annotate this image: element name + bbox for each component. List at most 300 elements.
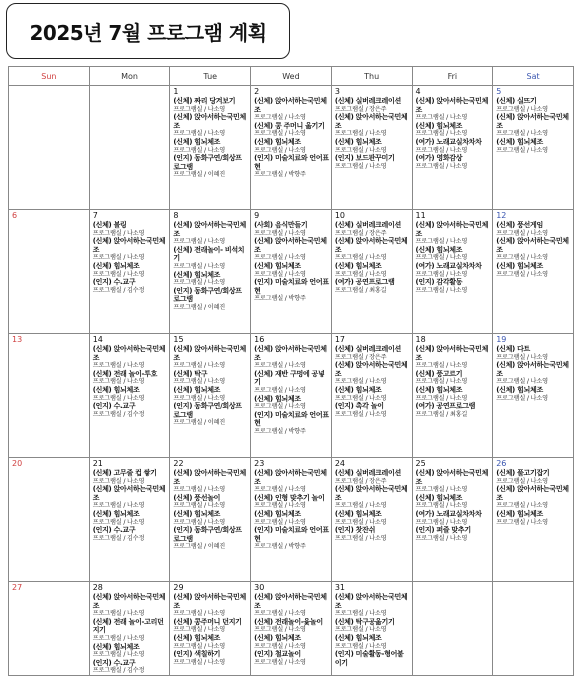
program-entry <box>254 370 329 395</box>
program-entry <box>173 494 248 510</box>
calendar-day-cell <box>251 582 332 676</box>
program-location-staff: 프로그램실 / 나소영 <box>254 403 306 411</box>
program-location-staff: 프로그램실 / 나소영 <box>92 518 145 526</box>
program-entry <box>173 402 248 427</box>
program-title: (인지) 미술활동-형어붙이기 <box>334 650 404 667</box>
program-entry <box>416 526 491 542</box>
calendar-day-cell <box>493 210 574 334</box>
program-location-staff: 프로그램실 / 나소영 <box>92 254 145 262</box>
program-title: (신체) 앉아서하는국민체조 <box>254 345 327 362</box>
program-entry <box>254 395 329 411</box>
program-location-staff: 프로그램실 / 나소영 <box>496 502 548 510</box>
program-entry <box>173 246 248 271</box>
program-location-staff: 프로그램실 / 나소영 <box>173 394 226 402</box>
program-location-staff: 프로그램실 / 김수정 <box>92 410 145 418</box>
program-title: (인지) 찻잔쉬 <box>334 526 376 535</box>
program-entry <box>335 402 410 418</box>
program-location-staff: 프로그램실 / 나소영 <box>92 270 145 278</box>
program-title: (신체) 앉아서하는국민체조 <box>254 97 327 114</box>
day-number: 17 <box>334 335 345 344</box>
program-entry <box>173 593 248 618</box>
program-location-staff: 프로그램실 / 나소영 <box>415 502 468 510</box>
program-location-staff: 프로그램실 / 나소영 <box>173 362 226 369</box>
calendar-day-cell <box>9 86 90 210</box>
calendar-day-cell <box>9 334 90 458</box>
day-number: 12 <box>496 211 507 220</box>
program-entry <box>173 370 248 386</box>
program-title: (신체) 힘뇌체조 <box>92 642 140 651</box>
calendar-week-row <box>9 210 574 334</box>
calendar-day-cell <box>331 210 412 334</box>
program-location-staff: 프로그램실 / 장은주 <box>334 105 387 113</box>
program-entry <box>416 510 491 526</box>
program-entry <box>93 643 168 659</box>
program-title: (신체) 힘뇌체조 <box>92 510 140 519</box>
day-number <box>93 87 168 97</box>
program-location-staff: 프로그램실 / 나소영 <box>254 114 306 121</box>
program-location-staff: 프로그램실 / 나소영 <box>173 486 226 493</box>
program-title: (인지) 감각활동 <box>415 278 463 287</box>
program-title: (신체) 탁구공옮기기 <box>334 617 395 626</box>
program-title: (신체) 앉아서하는국민체조 <box>334 361 408 378</box>
program-entry <box>254 97 329 122</box>
program-location-staff: 프로그램실 / 나소영 <box>415 162 468 170</box>
program-location-staff: 프로그램실 / 나소영 <box>254 362 306 369</box>
program-location-staff: 프로그램실 / 나소영 <box>334 146 387 154</box>
program-entry <box>93 402 168 418</box>
program-location-staff: 프로그램실 / 나소영 <box>254 642 306 650</box>
program-location-staff: 프로그램실 / 최홍길 <box>334 286 387 294</box>
program-title: (신체) 전래놀이- 비석치기 <box>173 245 245 263</box>
program-title: (신체) 힘뇌체조 <box>334 510 382 519</box>
program-location-staff: 프로그램실 / 나소영 <box>173 146 226 154</box>
program-entry <box>173 386 248 402</box>
program-location-staff: 프로그램실 / 나소영 <box>496 130 548 138</box>
program-entry <box>416 262 491 278</box>
day-number: 13 <box>12 335 23 344</box>
program-title: (신체) 힘뇌체조 <box>92 386 140 395</box>
program-title: (신체) 풍선게임 <box>496 221 543 229</box>
calendar-day-cell <box>170 86 251 210</box>
program-entry <box>173 221 248 246</box>
program-entry <box>335 485 410 510</box>
day-number: 11 <box>415 211 426 220</box>
program-location-staff: 프로그램실 / 나소영 <box>334 502 387 510</box>
program-location-staff: 프로그램실 / 나소영 <box>334 254 387 262</box>
day-number: 31 <box>334 583 345 592</box>
program-location-staff: 프로그램실 / 나소영 <box>334 130 387 138</box>
program-location-staff: 프로그램실 / 나소영 <box>254 270 306 278</box>
day-number: 6 <box>12 211 18 220</box>
program-title: (신체) 힘뇌체조 <box>92 262 140 271</box>
program-entry <box>93 262 168 278</box>
program-title: (신체) 풍고르기 <box>415 369 463 378</box>
program-entry <box>254 411 329 436</box>
program-title: (신체) 앉아서하는국민체조 <box>254 237 327 254</box>
calendar-day-cell <box>493 458 574 582</box>
program-title: (사회) 음식만들기 <box>254 221 308 229</box>
program-location-staff: 프로그램실 / 나소영 <box>173 518 226 526</box>
program-entry <box>93 618 168 643</box>
program-location-staff: 프로그램실 / 나소영 <box>496 105 548 113</box>
program-entry <box>254 526 329 551</box>
program-title: (신체) 전래놀이-윷놀이 <box>254 617 323 626</box>
program-title: (신체) 고무줄 컵 쌓기 <box>92 469 157 477</box>
program-location-staff: 프로그램실 / 나소영 <box>254 518 306 526</box>
program-title: (신체) 힘뇌체조 <box>496 262 543 271</box>
program-title: (신체) 앉아서하는국민체조 <box>334 485 408 502</box>
program-title: (신체) 힘뇌체조 <box>173 634 221 643</box>
day-number: 27 <box>12 583 23 592</box>
day-number: 30 <box>254 583 265 592</box>
program-title: (신체) 힘뇌체조 <box>254 394 301 403</box>
program-location-staff: 프로그램실 / 이혜진 <box>173 171 226 179</box>
program-entry <box>416 469 491 494</box>
program-entry <box>93 485 168 510</box>
program-title: (인지) 색칠하기 <box>173 650 221 659</box>
program-entry <box>173 154 248 179</box>
day-number: 19 <box>496 335 507 344</box>
program-title: (신체) 앉아서하는국민체조 <box>254 469 327 486</box>
program-entry <box>254 494 329 510</box>
calendar-week-row <box>9 458 574 582</box>
program-title: (신체) 앉아서하는국민체조 <box>92 345 166 362</box>
program-location-staff: 프로그램실 / 나소영 <box>334 270 387 278</box>
program-entry <box>254 345 329 370</box>
program-location-staff: 프로그램실 / 나소영 <box>415 270 468 278</box>
program-entry <box>416 386 491 402</box>
program-title: (신체) 앉아서하는국민체조 <box>92 485 166 502</box>
program-title: (여가) 노래교실차차차 <box>415 138 482 147</box>
program-entry <box>254 634 329 650</box>
program-location-staff: 프로그램실 / 나소영 <box>254 229 306 237</box>
calendar-day-cell <box>412 86 493 210</box>
program-location-staff: 프로그램실 / 나소영 <box>173 262 226 270</box>
program-entry <box>173 469 248 494</box>
program-location-staff: 프로그램실 / 나소영 <box>92 477 145 485</box>
title-box <box>6 3 290 59</box>
program-location-staff: 프로그램실 / 이혜진 <box>173 543 226 551</box>
program-location-staff: 프로그램실 / 나소영 <box>254 610 306 617</box>
program-title: (인지) 보드판꾸미기 <box>334 154 395 163</box>
program-title: (신체) 앉아서하는국민체조 <box>415 221 489 238</box>
program-entry <box>416 97 491 122</box>
weekday-header-sun: Sun <box>9 67 90 86</box>
program-title: (신체) 힘뇌체조 <box>254 262 301 271</box>
program-entry <box>93 345 168 370</box>
day-number: 25 <box>415 459 426 468</box>
program-entry <box>335 469 410 485</box>
day-number: 15 <box>173 335 184 344</box>
program-location-staff: 프로그램실 / 나소영 <box>496 254 548 262</box>
day-number <box>496 583 571 593</box>
program-title: (인지) 미술치료와 언어표현 <box>254 526 329 543</box>
program-entry <box>416 221 491 246</box>
program-title: (신체) 앉아서하는국민체조 <box>415 469 489 486</box>
program-location-staff: 프로그램실 / 나소영 <box>173 130 226 138</box>
program-entry <box>496 485 571 510</box>
program-title: (신체) 힘뇌체조 <box>496 386 543 395</box>
program-location-staff: 프로그램실 / 나소영 <box>254 146 306 154</box>
program-title: (신체) 재반 구멍에 공넣기 <box>254 369 325 387</box>
day-number: 23 <box>254 459 265 468</box>
program-title: (신체) 콩주머니 던지기 <box>173 617 242 626</box>
program-title: (신체) 실버레크레이션 <box>334 469 401 477</box>
day-number: 7 <box>92 211 98 220</box>
program-entry <box>254 262 329 278</box>
program-title: (신체) 앉아서하는국민체조 <box>496 237 569 254</box>
program-entry <box>173 138 248 154</box>
program-entry <box>254 154 329 179</box>
program-title: (신체) 힘뇌체조 <box>415 386 463 395</box>
program-entry <box>416 122 491 138</box>
program-location-staff: 프로그램실 / 나소영 <box>496 518 548 526</box>
program-title: (신체) 힘뇌체조 <box>173 138 221 147</box>
program-entry <box>93 510 168 526</box>
weekday-header-sat: Sat <box>493 67 574 86</box>
program-entry <box>254 138 329 154</box>
calendar-day-cell <box>9 582 90 676</box>
calendar-day-cell <box>251 86 332 210</box>
program-entry <box>335 113 410 138</box>
program-location-staff: 프로그램실 / 나소영 <box>415 362 468 369</box>
program-location-staff: 프로그램실 / 나소영 <box>254 502 306 510</box>
program-entry <box>335 345 410 361</box>
program-entry <box>416 402 491 418</box>
program-location-staff: 프로그램실 / 나소영 <box>92 502 145 510</box>
program-entry <box>173 650 248 666</box>
program-location-staff: 프로그램실 / 나소영 <box>334 642 387 650</box>
program-location-staff: 프로그램실 / 나소영 <box>254 130 306 138</box>
program-location-staff: 프로그램실 / 박향주 <box>254 171 306 179</box>
program-location-staff: 프로그램실 / 나소영 <box>92 610 145 617</box>
program-entry <box>173 618 248 634</box>
program-entry <box>416 138 491 154</box>
program-title: (신체) 힘뇌체조 <box>415 493 463 502</box>
program-entry <box>496 361 571 386</box>
program-entry <box>173 345 248 370</box>
program-location-staff: 프로그램실 / 나소영 <box>415 114 468 121</box>
day-number <box>416 583 491 593</box>
program-entry <box>335 386 410 402</box>
program-title: (신체) 힘뇌체조 <box>254 510 301 519</box>
day-number: 16 <box>254 335 265 344</box>
weekday-header-wed: Wed <box>251 67 332 86</box>
program-title: (신체) 힘뇌체조 <box>496 138 543 147</box>
program-entry <box>254 278 329 303</box>
program-location-staff: 프로그램실 / 나소영 <box>415 394 468 402</box>
program-entry <box>496 138 571 154</box>
program-title: (신체) 힘뇌체조 <box>173 270 221 279</box>
program-title: (신체) 짜리 당겨보기 <box>173 97 236 105</box>
calendar-day-cell <box>493 334 574 458</box>
program-title: (신체) 힘뇌체조 <box>173 510 221 519</box>
day-number: 5 <box>496 87 502 96</box>
program-location-staff: 프로그램실 / 나소영 <box>334 394 387 402</box>
program-location-staff: 프로그램실 / 나소영 <box>254 254 306 262</box>
program-title: (신체) 힘뇌체조 <box>334 262 382 271</box>
program-entry <box>335 278 410 294</box>
program-title: (인지) 동화구연/회상프로그램 <box>173 526 242 543</box>
program-entry <box>496 469 571 485</box>
program-title: (신체) 실버레크레이션 <box>334 97 401 105</box>
calendar-day-cell <box>89 582 170 676</box>
program-entry <box>173 113 248 138</box>
program-entry <box>496 510 571 526</box>
program-title: (신체) 앉아서하는국민체조 <box>496 113 569 130</box>
program-location-staff: 프로그램실 / 나소영 <box>173 610 226 617</box>
calendar-day-cell <box>412 334 493 458</box>
program-title: (여가) 노래교실차차차 <box>415 262 482 271</box>
program-location-staff: 프로그램실 / 장은주 <box>334 353 387 361</box>
program-entry <box>335 634 410 650</box>
program-title: (여가) 영화감상 <box>415 154 463 163</box>
program-entry <box>173 510 248 526</box>
program-title: (신체) 풀고기잡기 <box>496 469 550 477</box>
program-location-staff: 프로그램실 / 나소영 <box>496 353 548 361</box>
day-number: 4 <box>415 87 421 96</box>
program-location-staff: 프로그램실 / 나소영 <box>496 229 548 237</box>
program-title: (인지) 퍼즐 맞추기 <box>415 526 471 535</box>
program-location-staff: 프로그램실 / 나소영 <box>415 534 468 542</box>
program-entry <box>496 221 571 237</box>
calendar-day-cell <box>89 458 170 582</box>
program-location-staff: 프로그램실 / 나소영 <box>415 254 468 262</box>
program-entry <box>335 138 410 154</box>
program-location-staff: 프로그램실 / 나소영 <box>334 534 387 542</box>
program-entry <box>335 154 410 170</box>
day-number: 20 <box>12 459 23 468</box>
program-entry <box>416 278 491 294</box>
program-title: (신체) 콩 주머니 옮기기 <box>254 121 325 130</box>
program-location-staff: 프로그램실 / 나소영 <box>173 642 226 650</box>
calendar-day-cell <box>331 334 412 458</box>
calendar-day-cell <box>89 334 170 458</box>
program-title: (신체) 힘뇌체조 <box>334 386 382 395</box>
day-number: 18 <box>415 335 426 344</box>
program-location-staff: 프로그램실 / 김수정 <box>92 286 145 294</box>
program-entry <box>254 593 329 618</box>
program-title: (신체) 앉아서하는국민체조 <box>334 113 408 130</box>
program-title: (신체) 앉아서하는국민체조 <box>334 593 408 610</box>
program-entry <box>173 287 248 312</box>
program-entry <box>416 154 491 170</box>
program-location-staff: 프로그램실 / 나소영 <box>334 518 387 526</box>
calendar-day-cell <box>412 458 493 582</box>
calendar-day-cell <box>251 334 332 458</box>
program-location-staff: 프로그램실 / 나소영 <box>415 146 468 154</box>
program-title: (신체) 볼링 <box>92 221 127 229</box>
program-title: (여가) 공연프로그램 <box>334 278 395 287</box>
program-entry <box>496 97 571 113</box>
program-location-staff: 프로그램실 / 나소영 <box>415 378 468 386</box>
day-number: 1 <box>173 87 179 96</box>
program-location-staff: 프로그램실 / 박향주 <box>254 543 306 551</box>
program-location-staff: 프로그램실 / 나소영 <box>496 477 548 485</box>
calendar-day-cell <box>170 458 251 582</box>
program-location-staff: 프로그램실 / 나소영 <box>496 378 548 386</box>
program-entry <box>254 237 329 262</box>
program-location-staff: 프로그램실 / 나소영 <box>334 162 387 170</box>
program-title: (인지) 미술치료와 언어표현 <box>254 154 329 171</box>
program-location-staff: 프로그램실 / 나소영 <box>173 626 226 634</box>
day-number: 21 <box>92 459 103 468</box>
program-title: (신체) 앉아서하는국민체조 <box>173 469 246 486</box>
program-entry <box>416 370 491 386</box>
day-number <box>12 87 87 97</box>
calendar-day-cell <box>412 582 493 676</box>
program-title: (신체) 힘뇌체조 <box>415 245 463 254</box>
calendar-day-cell <box>331 86 412 210</box>
program-entry <box>93 370 168 386</box>
program-location-staff: 프로그램실 / 박향주 <box>254 295 306 303</box>
program-location-staff: 프로그램실 / 나소영 <box>173 105 226 113</box>
weekday-header-tue: Tue <box>170 67 251 86</box>
program-location-staff: 프로그램실 / 나소영 <box>92 651 145 659</box>
program-entry <box>173 634 248 650</box>
program-entry <box>93 278 168 294</box>
program-location-staff: 프로그램실 / 나소영 <box>173 502 226 510</box>
program-title: (여가) 노래교실차차차 <box>415 510 482 519</box>
program-location-staff: 프로그램실 / 나소영 <box>334 610 387 617</box>
program-location-staff: 프로그램실 / 나소영 <box>92 634 145 642</box>
calendar-day-cell <box>89 86 170 210</box>
program-title: (인지) 수.교구 <box>92 526 136 535</box>
program-location-staff: 프로그램실 / 나소영 <box>92 394 145 402</box>
program-entry <box>416 494 491 510</box>
program-title: (신체) 힘뇌체조 <box>334 634 382 643</box>
calendar-day-cell <box>331 582 412 676</box>
program-location-staff: 프로그램실 / 나소영 <box>254 486 306 493</box>
program-title: (신체) 앉아서하는국민체조 <box>92 593 166 610</box>
day-number: 14 <box>92 335 103 344</box>
calendar-week-row <box>9 86 574 210</box>
program-location-staff: 프로그램실 / 나소영 <box>254 626 306 634</box>
calendar-day-cell <box>251 458 332 582</box>
program-title: (신체) 풍선놀이 <box>173 493 221 502</box>
program-title: (신체) 앉아서하는국민체조 <box>496 485 569 502</box>
program-location-staff: 프로그램실 / 나소영 <box>415 486 468 493</box>
day-number: 29 <box>173 583 184 592</box>
program-entry <box>335 237 410 262</box>
program-location-staff: 프로그램실 / 나소영 <box>415 130 468 138</box>
day-number: 28 <box>92 583 103 592</box>
program-title: (인지) 동화구연/회상프로그램 <box>173 402 242 419</box>
program-entry <box>93 221 168 237</box>
program-title: (신체) 앉아서하는국민체조 <box>92 237 166 254</box>
program-location-staff: 프로그램실 / 나소영 <box>496 146 548 154</box>
program-entry <box>335 97 410 113</box>
program-entry <box>335 526 410 542</box>
day-number: 8 <box>173 211 179 220</box>
program-title: (신체) 실버레크레이션 <box>334 221 401 229</box>
program-title: (여가) 공연프로그램 <box>415 402 476 411</box>
program-title: (신체) 힘뇌체조 <box>173 386 221 395</box>
program-title: (신체) 실버레크레이션 <box>334 345 401 353</box>
program-location-staff: 프로그램실 / 나소영 <box>173 378 226 386</box>
program-title: (신체) 앉아서하는국민체조 <box>173 221 246 238</box>
program-entry <box>254 650 329 666</box>
program-location-staff: 프로그램실 / 나소영 <box>334 410 387 418</box>
day-number: 24 <box>334 459 345 468</box>
program-location-staff: 프로그램실 / 최홍길 <box>415 410 468 418</box>
program-title: (신체) 탁구 <box>173 369 208 378</box>
program-title: (인지) 미술치료와 언어표현 <box>254 278 329 295</box>
calendar-day-cell <box>170 334 251 458</box>
program-title: (신체) 앉아서하는국민체조 <box>173 593 246 610</box>
calendar-day-cell <box>170 210 251 334</box>
program-title: (인지) 동화구연/회상프로그램 <box>173 286 242 304</box>
